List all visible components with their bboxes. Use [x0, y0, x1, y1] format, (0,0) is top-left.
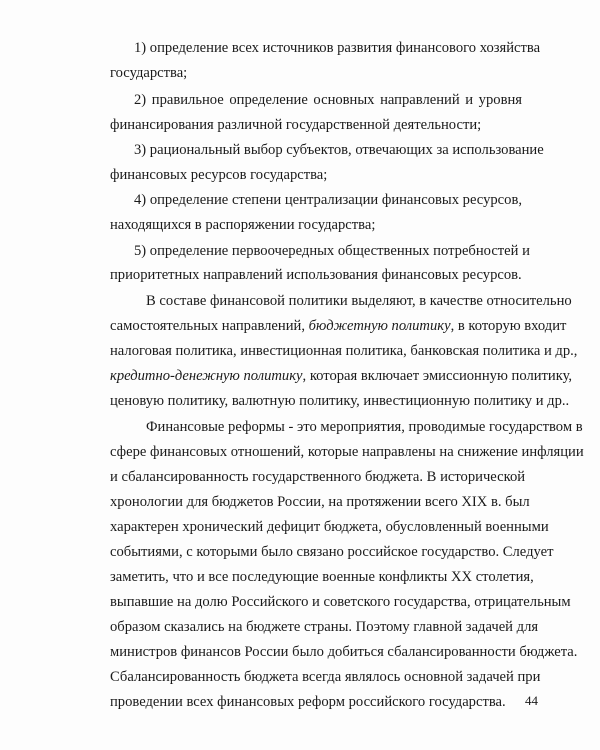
text-line: проведении всех финансовых реформ российского государства. [110, 694, 506, 710]
text-line: сфере финансовых отношений, которые направлены на снижение инфляции [110, 444, 584, 460]
text-line: приоритетных направлений использования финансовых ресурсов. [110, 267, 522, 283]
text-line: 5) определение первоочередных общественных потребностей и [134, 243, 530, 259]
text-line: В составе финансовой политики выделяют, в качестве относительно [146, 293, 572, 309]
text-line: 3) рациональный выбор субъектов, отвечающих за использование [134, 142, 544, 158]
text-line: министров финансов России было добиться сбалансированности бюджета. [110, 644, 578, 660]
page-number: 44 [525, 693, 538, 708]
text-segment: , которая включает эмиссионную политику, [302, 368, 573, 384]
text-line: выпавшие на долю Российского и советского государства, отрицательным [110, 594, 571, 610]
text-line: финансирования различной государственной деятельности; [110, 117, 482, 133]
text-segment: , в которую входит [450, 318, 567, 334]
text-line: образом сказались на бюджете страны. Поэтому главной задачей для [110, 619, 539, 635]
text-line: 1) определение всех источников развития финансового хозяйства [134, 40, 541, 56]
text-line: 4) определение степени централизации финансовых ресурсов, [134, 192, 522, 208]
text-line: Финансовые реформы - это мероприятия, проводимые государством в [146, 419, 583, 435]
text-line: Сбалансированность бюджета всегда являлось основной задачей при [110, 669, 541, 685]
italic-term: кредитно-денежную политику [110, 368, 303, 384]
text-line: налоговая политика, инвестиционная политика, банковская политика и др., [110, 343, 578, 359]
text-line: ценовую политику, валютную политику, инвестиционную политику и др.. [110, 393, 570, 409]
text-line: заметить, что и все последующие военные конфликты XX столетия, [110, 569, 534, 585]
text-line: 2) правильное определение основных направлений и уровня [134, 92, 522, 108]
text-line: характерен хронический дефицит бюджета, обусловленный военными [110, 519, 549, 535]
text-line: событиями, с которыми было связано российское государство. Следует [110, 544, 554, 560]
italic-term: бюджетную политику [308, 318, 451, 334]
text-segment: самостоятельных направлений, [110, 318, 305, 334]
text-line: находящихся в распоряжении государства; [110, 217, 376, 233]
text-line: хронологии для бюджетов России, на протяжении всего XIX в. был [110, 494, 530, 510]
text-line [110, 364, 573, 388]
text-line: финансовых ресурсов государства; [110, 167, 328, 183]
text-line [110, 314, 567, 338]
text-line: и сбалансированность государственного бюджета. В исторической [110, 469, 526, 485]
text-line: государства; [110, 65, 188, 81]
